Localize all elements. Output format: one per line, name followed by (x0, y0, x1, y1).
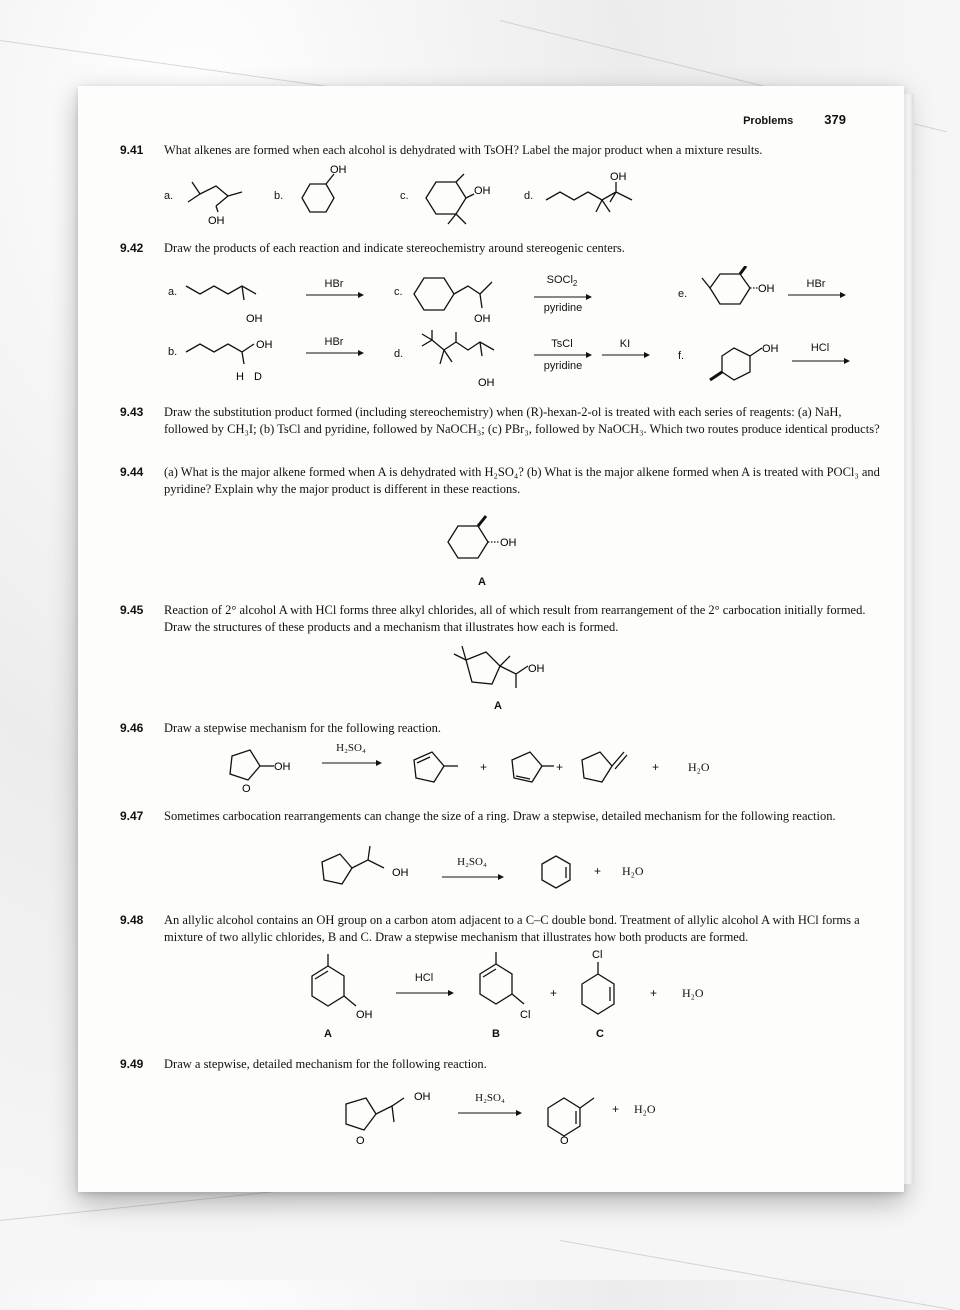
problem-9-44 (120, 464, 880, 498)
compound-label: A (478, 576, 486, 588)
dihydropyran-structure (540, 1084, 610, 1146)
reagent-label: H₂SO₄ (336, 742, 366, 754)
water-label: H₂O (682, 986, 704, 1000)
alcohol-49-structure (338, 1088, 448, 1146)
problem-9-43 (120, 404, 880, 438)
problem-number: 9.41 (120, 143, 144, 157)
reaction-arrow (306, 290, 364, 300)
reagent-label: pyridine (543, 302, 583, 314)
part-label-b: b. (168, 346, 178, 358)
compound-a-structure (440, 512, 530, 574)
reaction-arrow (534, 350, 592, 360)
deuterium-label: D (254, 371, 262, 383)
plus-sign: + (550, 986, 558, 1000)
hydroxyl-label: OH (610, 171, 627, 183)
reagent-label: KI (619, 338, 631, 350)
problem-9-41 (120, 142, 880, 159)
hydroxyl-label: OH (500, 537, 517, 549)
problem-text: Reaction of 2° alcohol A with HCl forms three alkyl chlorides, all of which result from rearrangement of the 2° carbocation initially formed. Draw the structures of these products and a mechanism that illustrates how each is formed. (164, 603, 866, 634)
reaction-arrow (602, 350, 650, 360)
product-alkene-2 (502, 746, 562, 792)
product-alkene-1 (404, 746, 484, 792)
hydroxyl-label: OH (528, 663, 545, 675)
alcohol-42b-structure (182, 334, 282, 386)
problem-9-48 (120, 912, 880, 946)
problem-number: 9.46 (120, 721, 144, 735)
chlorine-label: Cl (520, 1009, 531, 1021)
hydroxyl-label: OH (758, 283, 775, 295)
problem-number: 9.48 (120, 913, 144, 927)
subscript: 2 (572, 279, 578, 289)
part-label-c: c. (394, 286, 403, 298)
problem-number: 9.43 (120, 405, 144, 419)
alcohol-46-structure (218, 742, 308, 792)
reagent-label: H₂SO₄ (457, 856, 487, 868)
problem-number: 9.49 (120, 1057, 144, 1071)
plus-sign: + (480, 760, 488, 774)
water-label: H₂O (622, 864, 644, 878)
part-label-d: d. (394, 348, 404, 360)
problem-number: 9.47 (120, 809, 144, 823)
hydroxyl-label: OH (246, 313, 263, 325)
reaction-arrow (306, 348, 364, 358)
problem-text: (a) What is the major alkene formed when A is dehydrated with H₂SO₄? (b) What is the major alkene formed when A is treated with POCl₃ and pyridine? Explain why the major product is different in these reactions. (164, 465, 880, 496)
water-label: H₂O (634, 1102, 656, 1116)
problem-text: An allylic alcohol contains an OH group on a carbon atom adjacent to a C–C double bond. Treatment of allylic alcohol A with HCl forms a mixture of two allylic chlorides, B and C. Draw a stepwise mechanism that illustrates how both products are formed. (164, 913, 860, 944)
hydroxyl-label: OH (392, 867, 409, 879)
hydroxyl-label: OH (274, 761, 291, 773)
reaction-arrow (788, 290, 846, 300)
problem-9-49 (120, 1056, 880, 1073)
plus-sign: + (650, 986, 658, 1000)
oxygen-label: O (356, 1135, 365, 1146)
reagent-label: pyridine (543, 360, 583, 372)
marble-vein (560, 1240, 954, 1310)
compound-label: C (596, 1028, 604, 1040)
reagent-label: HCl (414, 972, 434, 984)
textbook-page (78, 86, 904, 1192)
part-label-e: e. (678, 288, 688, 300)
compound-label: B (492, 1028, 500, 1040)
problem-9-45 (120, 602, 880, 636)
hydroxyl-label: OH (762, 343, 779, 355)
problem-text: Draw a stepwise mechanism for the following reaction. (164, 721, 441, 735)
cyclohexene-structure (534, 850, 584, 896)
hydroxyl-label: OH (474, 313, 491, 325)
problem-text: Sometimes carbocation rearrangements can change the size of a ring. Draw a stepwise, detailed mechanism for the following reaction. (164, 809, 836, 823)
problem-9-47 (120, 808, 880, 825)
alcohol-42f-structure (700, 336, 796, 394)
reaction-arrow (322, 758, 382, 768)
problem-number: 9.45 (120, 603, 144, 617)
compound-b-structure (470, 950, 546, 1024)
alcohol-41d-structure (540, 170, 650, 226)
hydroxyl-label: OH (356, 1009, 373, 1021)
compound-label: A (494, 700, 502, 712)
problem-text: Draw the products of each reaction and indicate stereochemistry around stereogenic centers. (164, 241, 625, 255)
plus-sign: + (594, 864, 602, 878)
reagent-label: TsCl (551, 338, 573, 350)
alcohol-42e-structure (698, 266, 788, 330)
reagent-label: HCl (810, 342, 830, 354)
compound-label: A (324, 1028, 332, 1040)
oxygen-label: O (560, 1135, 569, 1146)
plus-sign: + (652, 760, 660, 774)
reagent-top (534, 274, 590, 288)
reagent-label: HBr (324, 278, 344, 290)
hydroxyl-label: OH (478, 377, 495, 388)
alcohol-42a-structure (182, 274, 272, 326)
chlorine-label: Cl (592, 949, 603, 961)
problem-text: Draw a stepwise, detailed mechanism for the following reaction. (164, 1057, 487, 1071)
hydroxyl-label: OH (474, 185, 491, 197)
part-label-b: b. (274, 190, 284, 202)
part-label-c: c. (400, 190, 409, 202)
hydroxyl-label: OH (414, 1091, 431, 1103)
problem-9-46 (120, 720, 880, 737)
alcohol-42c-structure (408, 272, 508, 330)
plus-sign: + (556, 760, 564, 774)
hydroxyl-label: OH (330, 164, 347, 176)
page-edge (904, 94, 914, 1184)
reaction-arrow (792, 356, 850, 366)
hydroxyl-label: OH (256, 339, 273, 351)
running-header (743, 112, 846, 127)
compound-a-structure (444, 642, 554, 706)
reagent-label: HBr (806, 278, 826, 290)
alcohol-42d-structure (418, 328, 518, 388)
problem-9-42 (120, 240, 880, 257)
alcohol-41c-structure (412, 170, 498, 230)
reaction-arrow (458, 1108, 522, 1118)
alcohol-41b-structure (288, 164, 358, 228)
plus-sign: + (612, 1102, 620, 1116)
oxygen-label: O (242, 783, 251, 792)
alcohol-41a-structure (178, 174, 248, 226)
part-label-a: a. (164, 190, 174, 202)
reagent-label: SOCl (546, 274, 573, 286)
compound-c-structure (572, 942, 628, 1026)
problem-number: 9.42 (120, 241, 144, 255)
reaction-arrow (396, 988, 454, 998)
reagent-label: H₂SO₄ (475, 1092, 505, 1104)
section-title: Problems (743, 115, 794, 127)
page-number: 379 (824, 112, 846, 127)
reaction-arrow (442, 872, 504, 882)
water-label: H₂O (688, 760, 710, 774)
product-alkene-3 (572, 742, 652, 792)
problem-text: Draw the substitution product formed (including stereochemistry) when (R)-hexan-2-ol is treated with each series of reagents: (a) NaH, followed by CH₃I; (b) TsCl and pyridine, followed by NaOCH₃; (c) PBr₃, followed by NaOCH₃. Which two routes produce identical products? (164, 405, 880, 436)
reagent-label: HBr (324, 336, 344, 348)
hydrogen-label: H (236, 371, 244, 383)
hydroxyl-label: OH (208, 215, 225, 226)
problem-text: What alkenes are formed when each alcohol is dehydrated with TsOH? Label the major product when a mixture results. (164, 143, 763, 157)
compound-a-structure (300, 952, 390, 1024)
part-label-a: a. (168, 286, 178, 298)
reaction-arrow (534, 292, 592, 302)
alcohol-47-structure (310, 834, 420, 890)
part-label-d: d. (524, 190, 534, 202)
part-label-f: f. (678, 350, 685, 362)
problem-number: 9.44 (120, 465, 144, 479)
